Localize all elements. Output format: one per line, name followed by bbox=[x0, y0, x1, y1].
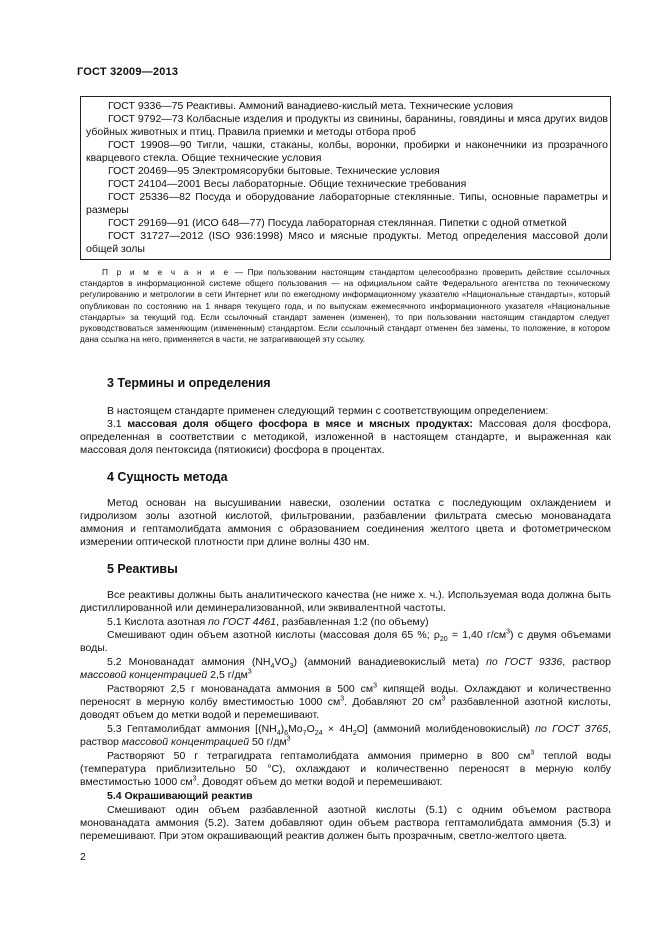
reference-item: ГОСТ 19908—90 Тигли, чашки, стаканы, колбы, воронки, пробирки и наконечники из прозрачного кварцевого стекла. Общие технические условия bbox=[86, 139, 608, 164]
item-5-3-text-paragraph bbox=[80, 750, 611, 789]
reference-item: ГОСТ 31727—2012 (ISO 936:1998) Мясо и мясные продукты. Метод определения массовой доли общей золы bbox=[86, 230, 608, 255]
text-part: . Добавляют 20 см bbox=[344, 696, 442, 708]
text-part: VO bbox=[274, 656, 290, 668]
subscript: 7 bbox=[302, 730, 307, 738]
text-part: кипящей воды. Охлаждают и количественно переносят в мерную колбу вместимостью 1000 см bbox=[80, 683, 612, 708]
text-part: . Доводят объем до метки водой и перемешивают. bbox=[196, 776, 443, 788]
item-5-1-text-paragraph bbox=[80, 629, 611, 655]
text-part: массовой концентрацией bbox=[80, 669, 208, 681]
section-4-paragraph: Метод основан на высушивании навески, озолении остатка с последующим охлаждением и гидролизом золы азотной кислотой, фильтровании, разбавлении фильтрата смесью монованадата аммония и гептамолибдата аммония с образованием соединения желтого цвета и фотометрическом измерении оптической плотности при длине волны 430 нм. bbox=[80, 497, 611, 548]
text-part: теплой воды (температура приблизительно 50 °С), охлаждают и количественно переносят в мерную колбу вместимостью 1000 см bbox=[80, 750, 611, 788]
item-5-1-ref: по ГОСТ 4461 bbox=[208, 616, 277, 628]
item-5-2-text-paragraph bbox=[80, 683, 611, 722]
text-part: , раствор bbox=[562, 656, 611, 668]
item-5-3 bbox=[80, 723, 611, 749]
text-part: × 4H bbox=[322, 723, 353, 735]
superscript: 3 bbox=[441, 695, 446, 703]
text-part: Растворяют 2,5 г монованадата аммония в 500 см bbox=[107, 683, 374, 695]
text-part: O bbox=[306, 723, 315, 735]
text-part: , раствор bbox=[80, 723, 611, 748]
text-part: разбавленной азотной кислоты, доводят объем до метки водой и перемешивают. bbox=[80, 696, 611, 721]
text-part: Смешивают один объем азотной кислоты (массовая доля 65 %; ρ bbox=[107, 629, 440, 641]
reference-item: ГОСТ 29169—91 (ИСО 648—77) Посуда лабораторная стеклянная. Пипетки с одной отметкой bbox=[108, 217, 567, 229]
reference-item: ГОСТ 25336—82 Посуда и оборудование лабораторные стеклянные. Типы, основные параметры и размеры bbox=[86, 191, 608, 216]
superscript: 3 bbox=[247, 668, 252, 676]
item-5-1-text: 5.1 Кислота азотная bbox=[107, 616, 209, 628]
subscript: 2 bbox=[352, 730, 357, 738]
term-definition bbox=[80, 418, 611, 457]
text-part: Mo bbox=[288, 723, 303, 735]
subscript: 4 bbox=[270, 663, 275, 671]
subscript: 3 bbox=[289, 663, 294, 671]
item-5-1 bbox=[80, 616, 611, 629]
reference-item: ГОСТ 9336—75 Реактивы. Аммоний ванадиево-кислый мета. Технические условия bbox=[108, 100, 514, 112]
text-part: 5.3 Гептамолибдат аммония [(NH bbox=[107, 723, 277, 735]
text-part: ) с двумя объемами воды. bbox=[80, 629, 611, 654]
term-name: массовая доля общего фосфора в мясе и мясных продуктах: bbox=[127, 418, 474, 430]
text-part: массовой концентрацией bbox=[121, 736, 250, 748]
text-part: ) (аммоний ванадиевокислый мета) bbox=[293, 656, 487, 668]
superscript: 3 bbox=[286, 735, 291, 743]
superscript: 3 bbox=[506, 628, 511, 636]
subscript: 6 bbox=[284, 730, 289, 738]
page-number: 2 bbox=[80, 851, 86, 863]
item-5-1-text-end: , разбавленная 1:2 (по объему) bbox=[276, 616, 429, 628]
item-5-4-text: Смешивают один объем разбавленной азотной кислоты (5.1) с одним объемом раствора монованадата аммония (5.2). Затем добавляют один объем раствора гептамолибдата аммония (5.3) и перемешивают. При этом окрашивающий реактив должен быть прозрачным, светло-желтого цвета. bbox=[80, 804, 611, 842]
section-5-heading: 5 Реактивы bbox=[107, 562, 178, 576]
note-text: — При пользовании настоящим стандартом целесообразно проверить действие ссылочных стандартов в информационной системе общего пользования — на официальном сайте Федерального агентства по техническому регулированию и метрологии в сети Интернет или по ежегодному информационному указателю «Национальные стандарты», который опубликован по состоянию на 1 января текущего года, и по выпускам ежемесячного информационного указателя «Национальные стандарты» за текущий год. Если ссылочный стандарт заменен (изменен), то при пользовании настоящим стандартом следует руководствоваться заменяющим (измененным) стандартом. Если ссылочный стандарт отменен без замены, то положение, в котором дана ссылка на него, применяется в части, не затрагивающей эту ссылку. bbox=[80, 267, 610, 345]
note-paragraph bbox=[80, 267, 610, 345]
item-5-3-ref: по ГОСТ 3765 bbox=[535, 723, 609, 735]
subscript: 20 bbox=[439, 636, 448, 644]
normative-references-box bbox=[80, 96, 611, 260]
superscript: 3 bbox=[530, 749, 535, 757]
section-5-intro: Все реактивы должны быть аналитического качества (не ниже х. ч.). Используемая вода должна быть дистиллированной или деминерализованной, или эквивалентной частоты. bbox=[80, 589, 611, 614]
reference-item: ГОСТ 9792—73 Колбасные изделия и продукты из свинины, баранины, говядины и мяса других видов убойных животных и птиц. Правила приемки и методы отбора проб bbox=[86, 113, 608, 138]
note-label: П р и м е ч а н и е bbox=[102, 267, 231, 277]
document-header: ГОСТ 32009—2013 bbox=[77, 66, 179, 78]
term-number: 3.1 bbox=[107, 418, 128, 430]
text-part: 50 г/дм bbox=[249, 736, 287, 748]
superscript: 3 bbox=[340, 695, 345, 703]
text-part: = 1,40 г/см bbox=[447, 629, 507, 641]
section-4-heading: 4 Сущность метода bbox=[107, 470, 228, 484]
section-3-heading: 3 Термины и определения bbox=[107, 376, 271, 390]
section-3-paragraph: В настоящем стандарте применен следующий термин с соответствующим определением: bbox=[107, 405, 549, 417]
subscript: 24 bbox=[314, 730, 323, 738]
superscript: 3 bbox=[373, 682, 377, 690]
item-5-2-ref: по ГОСТ 9336 bbox=[486, 656, 563, 668]
text-part: Растворяют 50 г тетрагидрата гептамолибдата аммония примерно в 800 см bbox=[107, 750, 531, 762]
text-part: 2,5 г/дм bbox=[207, 669, 248, 681]
term-text: Массовая доля фосфора, определенная в соответствии с методикой, изложенной в настоящем стандарте, и выраженная как массовая доля пентоксида (пятиокиси) фосфора в процентах. bbox=[80, 418, 611, 456]
subscript: 4 bbox=[276, 730, 281, 738]
reference-item: ГОСТ 20469—95 Электромясорубки бытовые. Технические условия bbox=[108, 165, 440, 177]
text-part: ) bbox=[280, 723, 285, 735]
reference-item: ГОСТ 24104—2001 Весы лабораторные. Общие технические требования bbox=[108, 178, 467, 190]
text-part: 5.2 Монованадат аммония (NH bbox=[107, 656, 271, 668]
item-5-2 bbox=[80, 656, 611, 682]
superscript: 3 bbox=[192, 775, 197, 783]
item-5-4-heading: 5.4 Окрашивающий реактив bbox=[107, 790, 253, 802]
text-part: O] (аммоний молибденовокислый) bbox=[356, 723, 536, 735]
